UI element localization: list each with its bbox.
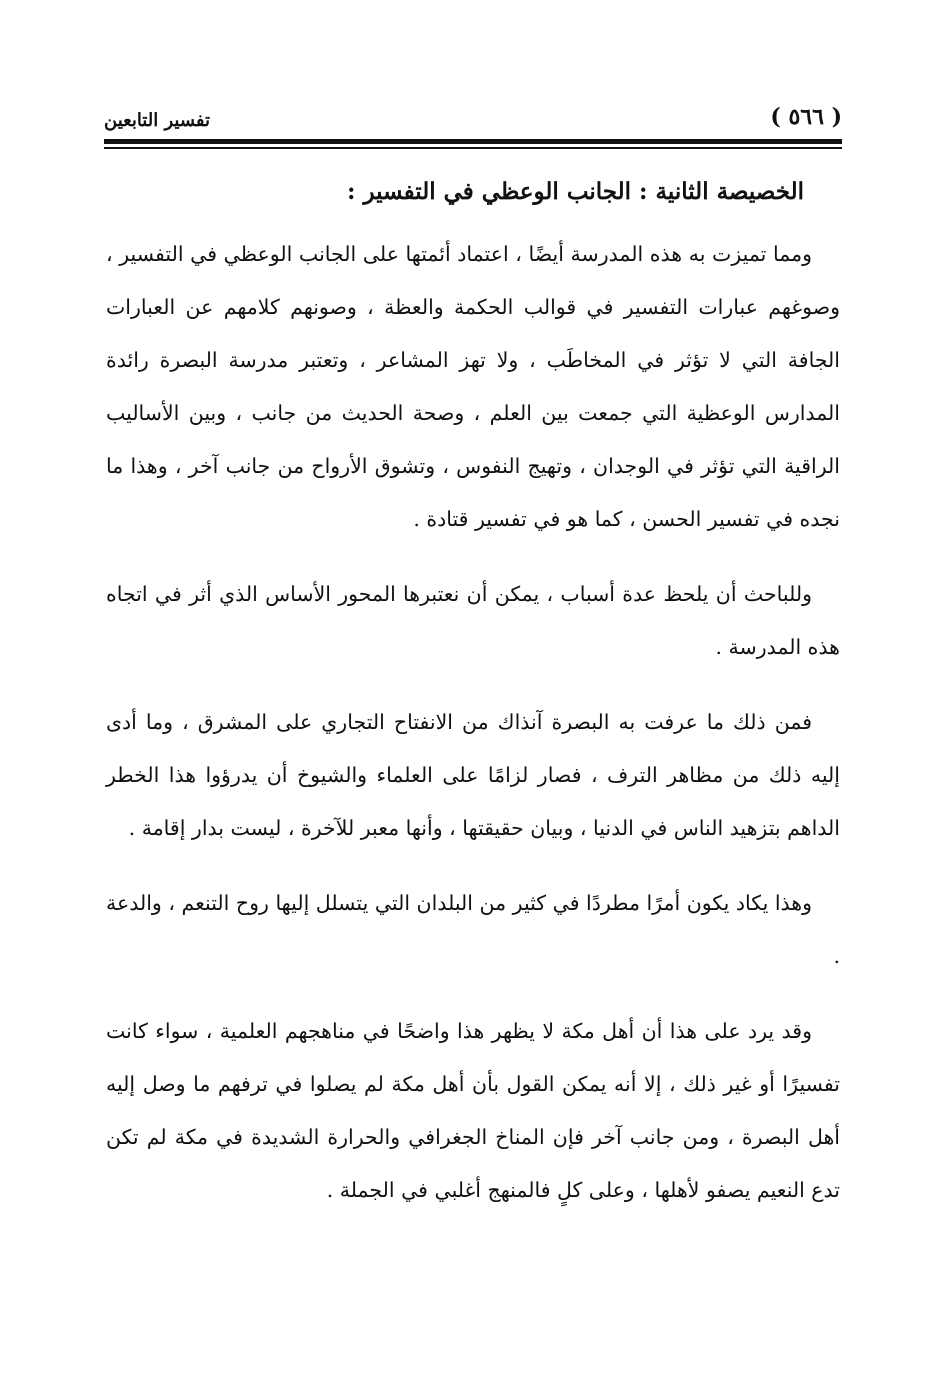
- header-rule-thick: [104, 139, 842, 144]
- page-header: [104, 104, 842, 138]
- page-number: ( ٥٦٦ ): [770, 104, 842, 130]
- paragraph-3: فمن ذلك ما عرفت به البصرة آنذاك من الانفتاح التجاري على المشرق ، وما أدى إليه ذلك من مظاهر الترف ، فصار لزامًا على العلماء والشيوخ أن يدرؤوا هذا الخطر الداهم بتزهيد الناس في الدنيا ، وبيان حقيقتها ، وأنها معبر للآخرة ، ليست بدار إقامة .: [106, 710, 840, 840]
- page-body: [106, 168, 840, 1239]
- paragraph-5: وقد يرد على هذا أن أهل مكة لا يظهر هذا واضحًا في مناهجهم العلمية ، سواء كانت تفسيرًا أو غير ذلك ، إلا أنه يمكن القول بأن أهل مكة لم يصلوا في ترفهم ما وصل إليه أهل البصرة ، ومن جانب آخر فإن المناخ الجغرافي والحرارة الشديدة في مكة لم تكن تدع النعيم يصفو لأهلها ، وعلى كلٍ فالمنهج أغلبي في الجملة .: [106, 1019, 840, 1202]
- paragraph-2: وللباحث أن يلحظ عدة أسباب ، يمكن أن نعتبرها المحور الأساس الذي أثر في اتجاه هذه المدرسة .: [106, 582, 840, 659]
- paragraph-4: وهذا يكاد يكون أمرًا مطردًا في كثير من البلدان التي يتسلل إليها روح التنعم ، والدعة .: [106, 891, 840, 968]
- paragraph-1: ومما تميزت به هذه المدرسة أيضًا ، اعتماد أئمتها على الجانب الوعظي في التفسير ، وصوغهم عبارات التفسير في قوالب الحكمة والعظة ، وصونهم كلامهم عن العبارات الجافة التي لا تؤثر في المخاطَب ، ولا تهز المشاعر ، وتعتبر مدرسة البصرة رائدة المدارس الوعظية التي جمعت بين العلم ، وصحة الحديث من جانب ، وبين الأساليب الراقية التي تؤثر في الوجدان ، وتهيج النفوس ، وتشوق الأرواح من جانب آخر ، وهذا ما نجده في تفسير الحسن ، كما هو في تفسير قتادة .: [106, 242, 840, 531]
- running-title: تفسير التابعين: [104, 110, 211, 131]
- header-rule-thin: [104, 147, 842, 149]
- section-heading: الخصيصة الثانية : الجانب الوعظي في التفسير :: [346, 178, 804, 205]
